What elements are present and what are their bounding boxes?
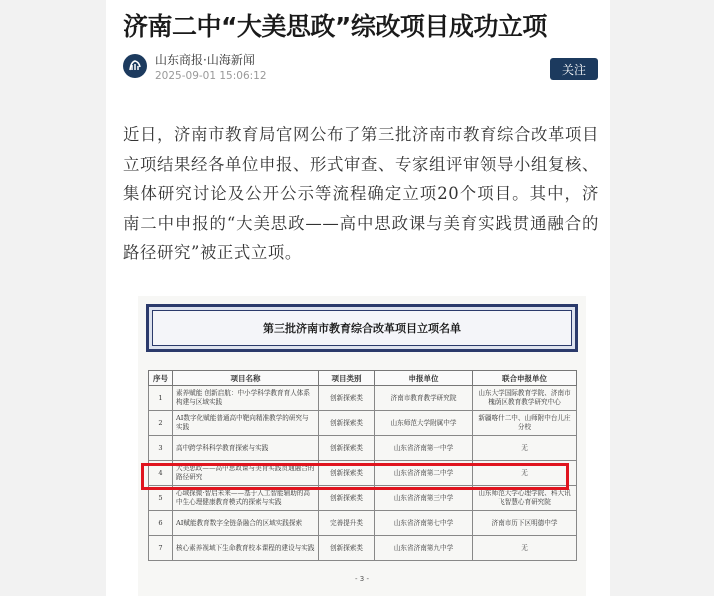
column-header: 项目名称 <box>173 371 319 386</box>
project-name: 素养赋能 创新启航：中小学科学教育育人体系构建与区域实践 <box>173 386 319 411</box>
joint-applicant: 无 <box>473 436 577 461</box>
project-name: 核心素养视域下生命教育校本课程的建设与实践 <box>173 536 319 561</box>
row-number: 7 <box>149 536 173 561</box>
article-body: 近日，济南市教育局官网公布了第三批济南市教育综合改革项目立项结果经各单位申报、形式审查、专家组评审领导小组复核、集体研究讨论及公开公示等流程确定立项20个项目。其中，济南二中申报的“大美思政——高中思政课与美育实践贯通融合的路径研究”被正式立项。 <box>123 125 599 262</box>
document-banner <box>146 304 578 352</box>
joint-applicant: 无 <box>473 461 577 486</box>
table-row-highlighted <box>149 461 577 486</box>
document-page-number: - 3 - <box>355 575 369 583</box>
column-header: 申报单位 <box>375 371 473 386</box>
applicant-unit: 山东省济南第七中学 <box>375 511 473 536</box>
table-row <box>149 436 577 461</box>
project-name: 大美思政——高中思政课与美育实践贯通融合的路径研究 <box>173 461 319 486</box>
article-card <box>106 0 610 596</box>
project-type: 完善提升类 <box>319 511 375 536</box>
row-number: 5 <box>149 486 173 511</box>
row-number: 4 <box>149 461 173 486</box>
project-type: 创新探索类 <box>319 461 375 486</box>
applicant-unit: 济南市教育教学研究院 <box>375 386 473 411</box>
joint-applicant: 山东大学国际教育学院、济南市槐荫区教育教学研究中心 <box>473 386 577 411</box>
row-number: 2 <box>149 411 173 436</box>
joint-applicant: 无 <box>473 536 577 561</box>
project-type: 创新探索类 <box>319 486 375 511</box>
column-header: 联合申报单位 <box>473 371 577 386</box>
project-type: 创新探索类 <box>319 411 375 436</box>
project-type: 创新探索类 <box>319 386 375 411</box>
applicant-unit: 山东省济南第一中学 <box>375 436 473 461</box>
column-header: 项目类别 <box>319 371 375 386</box>
applicant-unit: 山东省济南第三中学 <box>375 486 473 511</box>
publish-time: 2025-09-01 15:06:12 <box>155 70 267 82</box>
source-name[interactable]: 山东商报·山海新闻 <box>155 53 255 67</box>
project-name: AI赋能教育数字全链条融合的区域实践探索 <box>173 511 319 536</box>
joint-applicant: 济南市历下区明德中学 <box>473 511 577 536</box>
table-row <box>149 486 577 511</box>
follow-button[interactable]: 关注 <box>550 58 598 80</box>
publisher-logo-icon <box>127 58 143 74</box>
article-title: 济南二中“大美思政”综改项目成功立项 <box>123 12 547 41</box>
table-row <box>149 536 577 561</box>
project-type: 创新探索类 <box>319 536 375 561</box>
applicant-unit: 山东省济南第二中学 <box>375 461 473 486</box>
project-type: 创新探索类 <box>319 436 375 461</box>
project-name: 高中跨学科科学教育探索与实践 <box>173 436 319 461</box>
row-number: 6 <box>149 511 173 536</box>
project-table <box>148 370 577 561</box>
document-banner-title: 第三批济南市教育综合改革项目立项名单 <box>152 310 572 346</box>
project-name: AI数字化赋能普通高中靶向精准教学的研究与实践 <box>173 411 319 436</box>
source-avatar[interactable] <box>123 54 147 78</box>
applicant-unit: 山东师范大学附属中学 <box>375 411 473 436</box>
table-header-row <box>149 371 577 386</box>
joint-applicant: 新疆喀什二中、山师附中台儿庄分校 <box>473 411 577 436</box>
joint-applicant: 山东师范大学心理学院、科大讯飞智慧心育研究院 <box>473 486 577 511</box>
document-image <box>138 296 586 596</box>
row-number: 1 <box>149 386 173 411</box>
table-row <box>149 386 577 411</box>
applicant-unit: 山东省济南第九中学 <box>375 536 473 561</box>
table-row <box>149 511 577 536</box>
project-name: 心域探微·智启未来——基于人工智能辅助的高中生心理健康教育模式的探索与实践 <box>173 486 319 511</box>
table-row <box>149 411 577 436</box>
column-header: 序号 <box>149 371 173 386</box>
row-number: 3 <box>149 436 173 461</box>
